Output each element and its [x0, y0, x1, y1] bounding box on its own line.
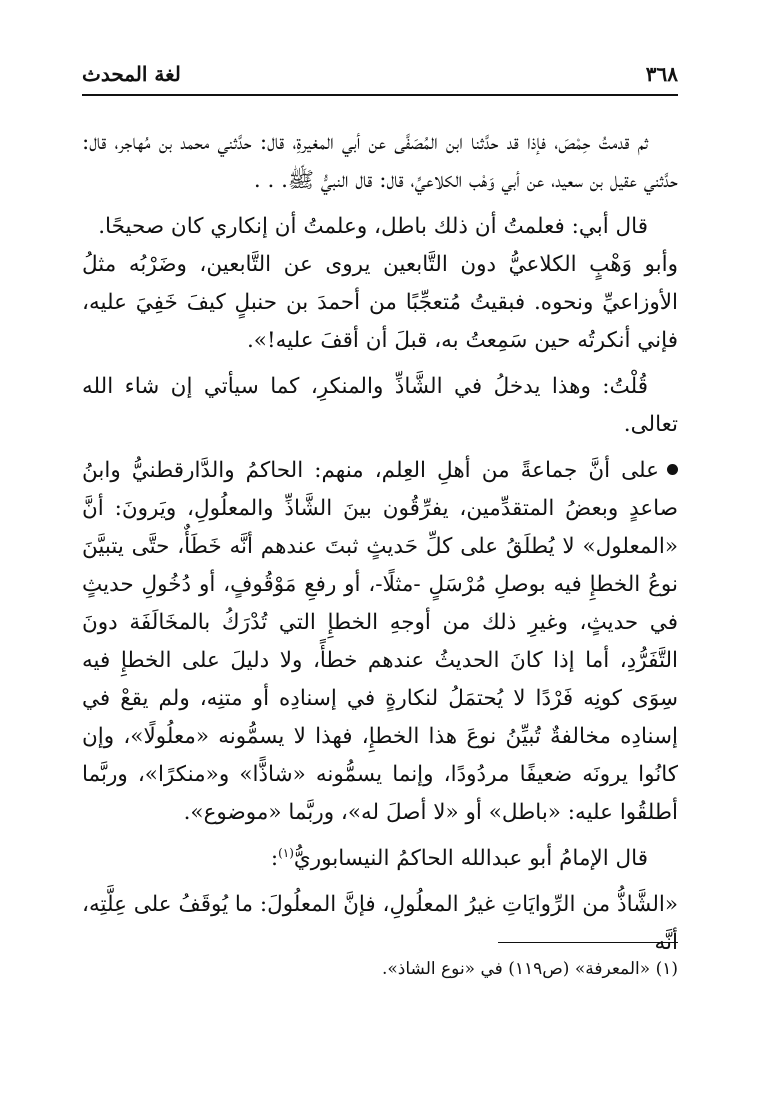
paragraph-abu-wahb: وأبو وَهْبٍ الكلاعيُّ دون التَّابعين يروى عن التَّابعين، وضَرْبُه مثلُ الأوزاعيِّ ونحوه. فبقيتُ مُتعجِّبًا من أحمدَ بن حنبلٍ كيفَ خَفِيَ عليه، فإني أنكرتُه حين سَمِعتُ به، قبلَ أن أقفَ عليه!». [82, 252, 678, 353]
page-number: ٣٦٨ [645, 62, 678, 86]
paragraph-shadh-vs-maalul-text: على أنَّ جماعةً من أهلِ العِلم، منهم: الحاكمُ والدَّارقطنيُّ وابنُ صاعدٍ وبعضُ المتقدِّمين، يفرِّقُون بينَ الشَّاذِّ والمعلُولِ، ويَرونَ: أنَّ «المعلول» لا يُطلَقُ على كلِّ حَديثٍ ثبتَ عندهم أنَّه خَطَأٌ، حتَّى يتبيَّنَ نوعُ الخطإِ فيه بوصلِ مُرْسَلٍ -مثلًا-، أو رفعِ مَوْقُوفٍ، أو دُخُولِ حديثٍ في حديثٍ، وغيرِ ذلك من أوجهِ الخطإِ التي تُدْرَكُ بالمخَالَفَة دونَ التَّفَرُّدِ، أما إذا كانَ الحديثُ عندهم خطأً، ولا دليلَ على الخطإِ فيه سِوَى كونِه فَرْدًا لا يُحتمَلُ لنكارةٍ في إسنادِه أو متنِه، ولم يقعْ في إسنادِه مخالفةٌ تُبيِّنُ نوعَ هذا الخطإِ، فهذا لا يسمُّونه «معلُولًا»، وإن كانُوا يرونَه ضعيفًا مردُودًا، وإنما يسمُّونه «شاذًّا» و«منكرًا»، وربَّما أطلقُوا عليه: «باطل» أو «لا أصلَ له»، وربَّما «موضوع». [82, 458, 678, 825]
footnote: (١) «المعرفة» (ص١١٩) في «نوع الشاذ». [382, 959, 678, 979]
paragraph-isnad: ثم قدمتُ حِمْصَ، فإذا قد حدَّثنا ابن المُصَفَّى عن أبي المغيرةِ، قال: حدَّثني محمد بن مُهاجر، قال: حدَّثني عقيل بن سعيد، عن أبي وَهْب الكلاعيِّ، قال: قال النبيُّ ﷺ. . . [82, 130, 678, 193]
footnote-reference[interactable]: (١) [278, 846, 294, 860]
main-text [82, 124, 678, 970]
hakim-intro-colon: : [270, 846, 279, 871]
bullet-icon [667, 464, 678, 475]
book-title: لغة المحدث [82, 62, 181, 86]
paragraph-hakim-quote-intro [82, 840, 678, 878]
paragraph-shadh-vs-maalul [82, 452, 678, 832]
header-rule [82, 94, 678, 96]
paragraph-hakim-quote: «الشَّاذُّ من الرِّوايَاتِ غيرُ المعلُولِ، فإنَّ المعلُولَ: ما يُوقَفُ على عِلَّتِه، أنَّه [82, 892, 678, 955]
paragraph-qultu: قُلْتُ: وهذا يدخلُ في الشَّاذِّ والمنكرِ، كما سيأتي إن شاء الله تعالى. [82, 374, 678, 437]
hakim-intro-text: قال الإمامُ أبو عبدالله الحاكمُ النيسابوريُّ [293, 846, 648, 871]
running-head [82, 56, 678, 96]
paragraph-abi-statement: قال أبي: فعلمتُ أن ذلك باطل، وعلمتُ أن إنكاري كان صحيحًا. [98, 214, 648, 239]
footnote-rule [498, 942, 678, 943]
